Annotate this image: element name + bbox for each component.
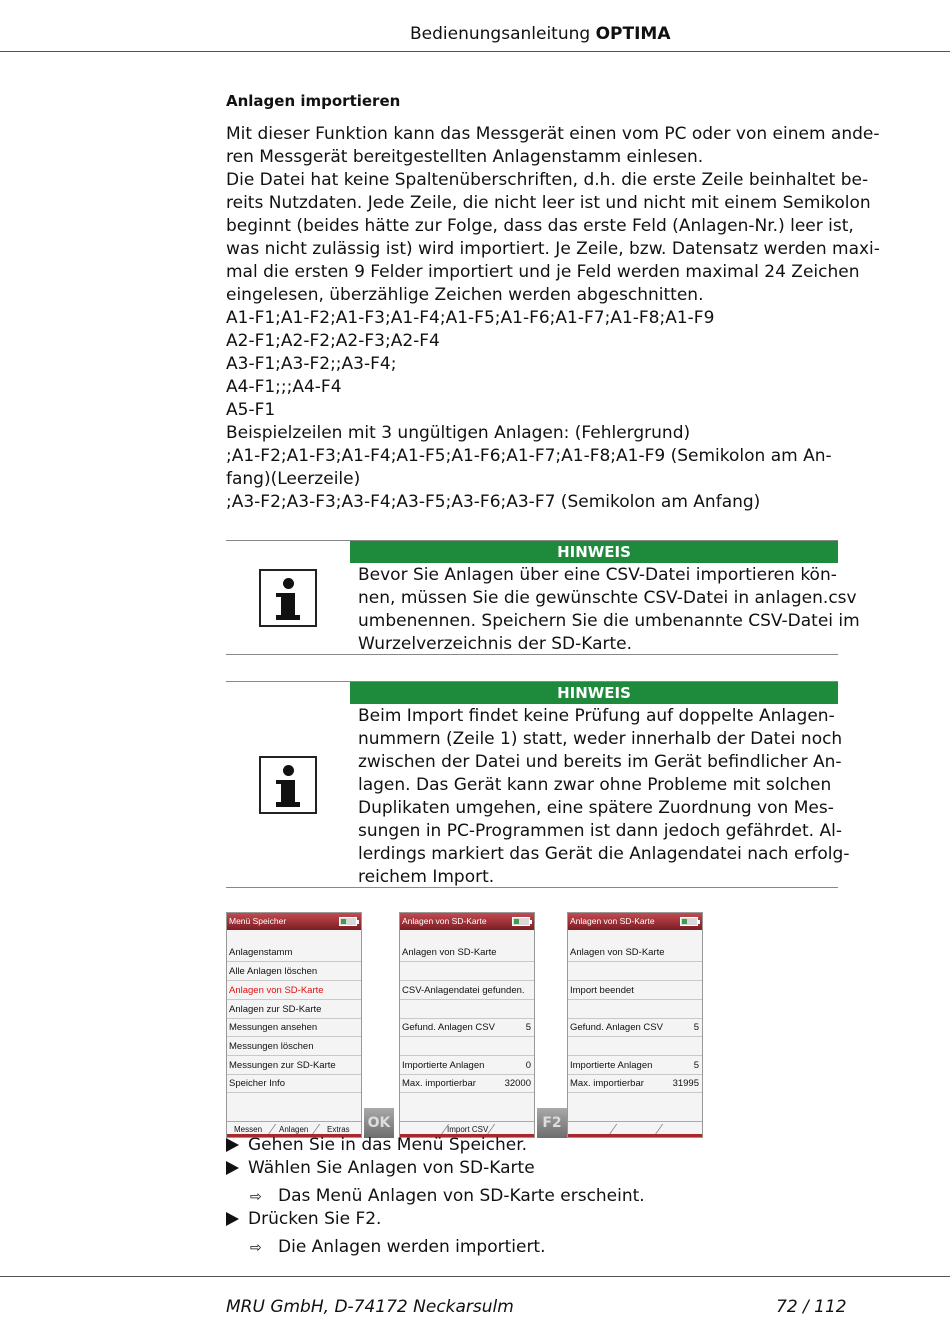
note-line: Bevor Sie Anlagen über eine CSV-Datei importieren kön- (358, 565, 837, 585)
menu-item-selected[interactable]: Anlagen von SD-Karte (227, 981, 361, 1000)
softkey-extras[interactable]: Extras (327, 1125, 350, 1134)
menu-item[interactable]: Alle Anlagen löschen (227, 962, 361, 981)
note-line: lerdings markiert das Gerät die Anlagendatei nach erfolg- (358, 844, 850, 864)
screen-row: Anlagen von SD-Karte (568, 943, 702, 962)
paragraph-line: was nicht zulässig ist) wird importiert. Je Zeile, bzw. Datensatz werden maxi- (226, 239, 880, 259)
paragraph-line: ren Messgerät bereitgestellten Anlagenstamm einlesen. (226, 147, 704, 167)
battery-icon (680, 917, 698, 926)
softkey-bar (568, 1121, 702, 1137)
note-line: reichem Import. (358, 867, 495, 887)
device-screen-sd-import (399, 912, 535, 1138)
step-result: ⇨ Die Anlagen werden importiert. (250, 1236, 546, 1260)
footer-company: MRU GmbH, D-74172 Neckarsulm (226, 1297, 514, 1317)
triangle-bullet-icon (226, 1212, 239, 1226)
menu-item[interactable]: Messungen ansehen (227, 1018, 361, 1037)
menu-item[interactable]: Anlagen zur SD-Karte (227, 1000, 361, 1019)
footer-page-number: 72 / 112 (776, 1297, 847, 1317)
ok-key-icon[interactable]: OK (364, 1108, 394, 1138)
note-line: umbenennen. Speichern Sie die umbenannte CSV-Datei im (358, 611, 860, 631)
paragraph-line: Beispielzeilen mit 3 ungültigen Anlagen: (Fehlergrund) (226, 423, 691, 443)
note-line: lagen. Das Gerät kann zwar ohne Probleme mit solchen (358, 775, 832, 795)
step-result: ⇨ Das Menü Anlagen von SD-Karte erscheint. (250, 1185, 645, 1209)
screen-row (568, 962, 702, 981)
f2-key-icon[interactable]: F2 (537, 1108, 567, 1138)
screen-row (568, 1000, 702, 1019)
header-title: Bedienungsanleitung OPTIMA (410, 24, 671, 44)
paragraph-line: A2-F1;A2-F2;A2-F3;A2-F4 (226, 331, 440, 351)
outline-arrow-icon: ⇨ (250, 1240, 262, 1256)
paragraph-line: mal die ersten 9 Felder importiert und je Feld werden maximal 24 Zeichen (226, 262, 860, 282)
screen-title: Menü Speicher (227, 913, 361, 930)
device-screen-menu-speicher (226, 912, 362, 1138)
note-heading: HINWEIS (350, 682, 838, 704)
body-paragraph (226, 123, 880, 514)
triangle-bullet-icon (226, 1161, 239, 1175)
device-screen-import-done (567, 912, 703, 1138)
paragraph-line: Die Datei hat keine Spaltenüberschriften, d.h. die erste Zeile beinhaltet be- (226, 170, 869, 190)
note-heading: HINWEIS (350, 541, 838, 563)
note-line: zwischen der Datei und bereits im Gerät befindlicher An- (358, 752, 842, 772)
paragraph-line: A1-F1;A1-F2;A1-F3;A1-F4;A1-F5;A1-F6;A1-F7;A1-F8;A1-F9 (226, 308, 715, 328)
note-line: Beim Import findet keine Prüfung auf doppelte Anlagen- (358, 706, 835, 726)
screen-row: Gefund. Anlagen CSV 5 (400, 1018, 534, 1037)
note-box (226, 681, 850, 888)
triangle-bullet-icon (226, 1138, 239, 1152)
paragraph-line: fang)(Leerzeile) (226, 469, 361, 489)
screen-title: Anlagen von SD-Karte (568, 913, 702, 930)
paragraph-line: ;A3-F2;A3-F3;A3-F4;A3-F5;A3-F6;A3-F7 (Semikolon am Anfang) (226, 492, 761, 512)
paragraph-line: A3-F1;A3-F2;;A3-F4; (226, 354, 397, 374)
outline-arrow-icon: ⇨ (250, 1189, 262, 1205)
page-header (0, 22, 950, 52)
softkey-import-csv[interactable]: Import CSV (447, 1125, 489, 1134)
note-line: nummern (Zeile 1) statt, weder innerhalb der Datei noch (358, 729, 843, 749)
screen-row: Max. importierbar 32000 (400, 1074, 534, 1093)
paragraph-line: beginnt (beides hätte zur Folge, dass das erste Feld (Anlagen-Nr.) leer ist, (226, 216, 854, 236)
battery-icon (512, 917, 530, 926)
step-item: Gehen Sie in das Menü Speicher. (226, 1134, 527, 1157)
step-item: Drücken Sie F2. (226, 1208, 381, 1231)
note-line: Duplikaten umgehen, eine spätere Zuordnung von Mes- (358, 798, 834, 818)
screen-row: Import beendet (568, 981, 702, 1000)
note-line: Wurzelverzeichnis der SD-Karte. (358, 634, 633, 654)
softkey-messen[interactable]: Messen (234, 1125, 263, 1134)
screen-row: Max. importierbar 31995 (568, 1074, 702, 1093)
step-item: Wählen Sie Anlagen von SD-Karte (226, 1157, 535, 1180)
menu-item[interactable]: Speicher Info (227, 1074, 361, 1093)
paragraph-line: A5-F1 (226, 400, 276, 420)
screen-row (568, 1037, 702, 1056)
section-title: Anlagen importieren (226, 92, 401, 110)
softkey-anlagen[interactable]: Anlagen (279, 1125, 309, 1134)
screen-row (400, 962, 534, 981)
screen-row: Gefund. Anlagen CSV 5 (568, 1018, 702, 1037)
menu-item[interactable]: Messungen zur SD-Karte (227, 1056, 361, 1075)
screen-row (400, 1037, 534, 1056)
note-text (358, 705, 849, 889)
battery-icon (339, 917, 357, 926)
note-text (358, 564, 860, 656)
paragraph-line: reits Nutzdaten. Jede Zeile, die nicht leer ist und nicht mit einem Semikolon (226, 193, 871, 213)
paragraph-line: eingelesen, überzählige Zeichen werden abgeschnitten. (226, 285, 704, 305)
screen-row: Importierte Anlagen 0 (400, 1056, 534, 1075)
paragraph-line: A4-F1;;;A4-F4 (226, 377, 342, 397)
screen-row: Importierte Anlagen 5 (568, 1056, 702, 1075)
page-footer-rule (0, 1276, 950, 1277)
info-icon (259, 569, 317, 627)
screen-row: Anlagen von SD-Karte (400, 943, 534, 962)
screen-row: CSV-Anlagendatei gefunden. (400, 981, 534, 1000)
paragraph-line: ;A1-F2;A1-F3;A1-F4;A1-F5;A1-F6;A1-F7;A1-F8;A1-F9 (Semikolon am An- (226, 446, 832, 466)
screen-title: Anlagen von SD-Karte (400, 913, 534, 930)
note-box (226, 540, 860, 655)
note-line: nen, müssen Sie die gewünschte CSV-Datei in anlagen.csv (358, 588, 857, 608)
menu-item[interactable]: Anlagenstamm (227, 943, 361, 962)
paragraph-line: Mit dieser Funktion kann das Messgerät einen vom PC oder von einem ande- (226, 124, 880, 144)
note-line: sungen in PC-Programmen ist dann jedoch gefährdet. Al- (358, 821, 842, 841)
screen-row (400, 1000, 534, 1019)
info-icon (259, 756, 317, 814)
menu-item[interactable]: Messungen löschen (227, 1037, 361, 1056)
